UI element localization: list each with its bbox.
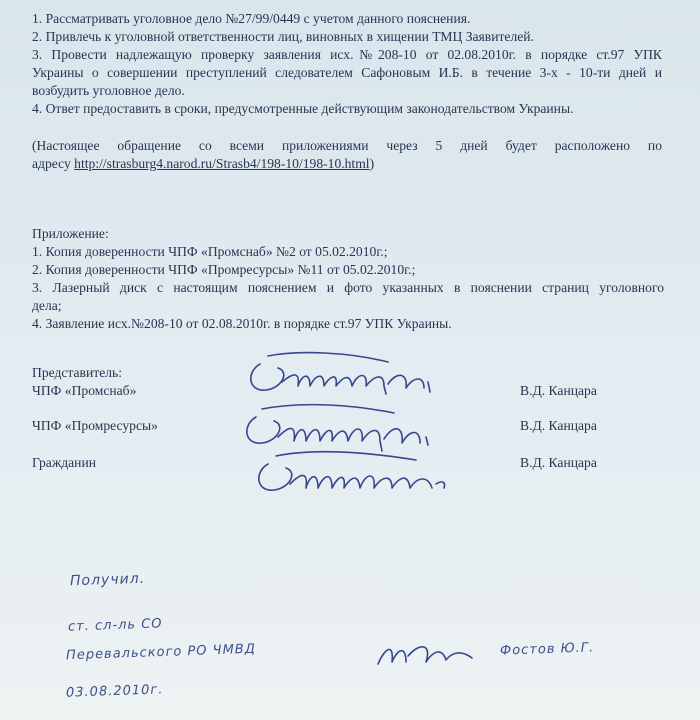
handwritten-surname: Фостов Ю.Г.: [499, 640, 595, 659]
appendix-item-3: 3. Лазерный диск с настоящим пояснением и фото указанных в пояснении страниц уголовного: [32, 280, 664, 295]
handwritten-department: Перевальского РО ЧМВД: [65, 641, 257, 664]
signature-org-3: Гражданин: [32, 455, 96, 470]
appendix-title: Приложение:: [32, 226, 109, 241]
request-item-3-line-1: 3. Провести надлежащую проверку заявления исх.№208-10 от 02.08.2010г. в порядке ст.97 УПК: [32, 47, 662, 62]
signature-org-2: ЧПФ «Промресурсы»: [32, 418, 158, 433]
request-item-1: 1. Рассматривать уголовное дело №27/99/0449 с учетом данного пояснения.: [32, 11, 471, 26]
notice-url-link[interactable]: http://strasburg4.narod.ru/Strasb4/198-10/198-10.html: [74, 156, 370, 171]
handwritten-signature-3: [246, 440, 466, 500]
appendix-item-3-cont: дела;: [32, 298, 62, 313]
signature-name-2: В.Д. Канцара: [520, 418, 597, 433]
signature-org-1: ЧПФ «Промснаб»: [32, 383, 137, 398]
appendix-item-1: 1. Копия доверенности ЧПФ «Промснаб» №2 от 05.02.2010г.;: [32, 244, 388, 259]
handwritten-received: Получил.: [69, 570, 146, 590]
signature-name-3: В.Д. Канцара: [520, 455, 597, 470]
appendix-item-4: 4. Заявление исх.№208-10 от 02.08.2010г. в порядке ст.97 УПК Украины.: [32, 316, 452, 331]
appendix-item-2: 2. Копия доверенности ЧПФ «Промресурсы» №11 от 05.02.2010г.;: [32, 262, 416, 277]
request-item-2: 2. Привлечь к уголовной ответственности лиц, виновных в хищении ТМЦ Заявителей.: [32, 29, 534, 44]
request-item-3-line-3: возбудить уголовное дело.: [32, 83, 185, 98]
signature-name-1: В.Д. Канцара: [520, 383, 597, 398]
handwritten-receiver-signature: [372, 638, 482, 672]
request-item-3-line-2: Украины о совершении преступлений следователем Сафоновым И.Б. в течение 3-х - 10-ти дней и: [32, 65, 662, 80]
handwritten-date: 03.08.2010г.: [65, 682, 164, 701]
representative-heading: Представитель:: [32, 365, 122, 380]
handwritten-position: ст. сл-ль СО: [67, 616, 163, 635]
notice-line-2: [32, 155, 374, 172]
notice-line-1: (Настоящее обращение со всеми приложениями через 5 дней будет расположено по: [32, 138, 662, 153]
notice-prefix: адресу: [32, 156, 75, 171]
handwritten-signature-1: [238, 342, 458, 402]
request-item-4: 4. Ответ предоставить в сроки, предусмотренные действующим законодательством Украины.: [32, 101, 574, 116]
notice-suffix: ): [369, 156, 375, 171]
